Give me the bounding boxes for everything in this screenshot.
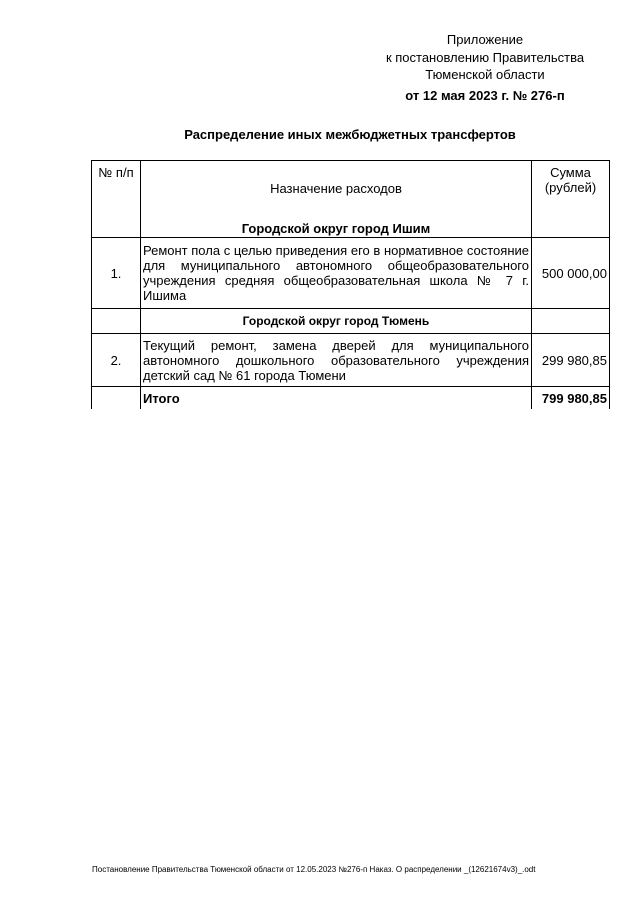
appendix-date-number: от 12 мая 2023 г. № 276-п	[405, 87, 565, 103]
document-title: Распределение иных межбюджетных трансфертов	[184, 127, 516, 142]
appendix-reference: к постановлению Правительства	[385, 49, 585, 65]
table-row	[92, 238, 610, 309]
header-number: № п/п	[92, 161, 141, 238]
total-empty-cell	[92, 387, 141, 410]
header-purpose-cell	[141, 161, 532, 238]
total-row	[92, 387, 610, 410]
total-sum: 799 980,85	[532, 387, 610, 410]
table-row	[92, 334, 610, 387]
row-purpose: Ремонт пола с целью приведения его в нормативное состояние для муниципального автономного общеобразовательного учреждения средняя общеобразовательная школа № 7 г. Ишима	[141, 238, 532, 309]
group-row	[92, 309, 610, 334]
row-purpose: Текущий ремонт, замена дверей для муниципального автономного дошкольного образовательного учреждения детский сад № 61 города Тюмени	[141, 334, 532, 387]
appendix-header	[330, 31, 640, 104]
table-header-row	[92, 161, 610, 238]
header-purpose: Назначение расходов	[270, 181, 402, 196]
row-sum: 299 980,85	[532, 334, 610, 387]
total-label: Итого	[141, 387, 532, 410]
group-title: Городской округ город Ишим	[241, 221, 431, 236]
document-footer: Постановление Правительства Тюменской области от 12.05.2023 №276-п Наказ. О распределении _(12621674v3)_.odt	[92, 865, 536, 874]
group-empty-cell	[92, 309, 141, 334]
row-sum: 500 000,00	[532, 238, 610, 309]
appendix-label: Приложение	[446, 32, 524, 47]
appendix-region: Тюменской области	[425, 67, 545, 82]
transfers-table	[91, 160, 610, 409]
row-number: 1.	[92, 238, 141, 309]
header-sum: Сумма (рублей)	[532, 161, 610, 238]
group-empty-cell	[532, 309, 610, 334]
group-title: Городской округ город Тюмень	[141, 309, 532, 334]
row-number: 2.	[92, 334, 141, 387]
